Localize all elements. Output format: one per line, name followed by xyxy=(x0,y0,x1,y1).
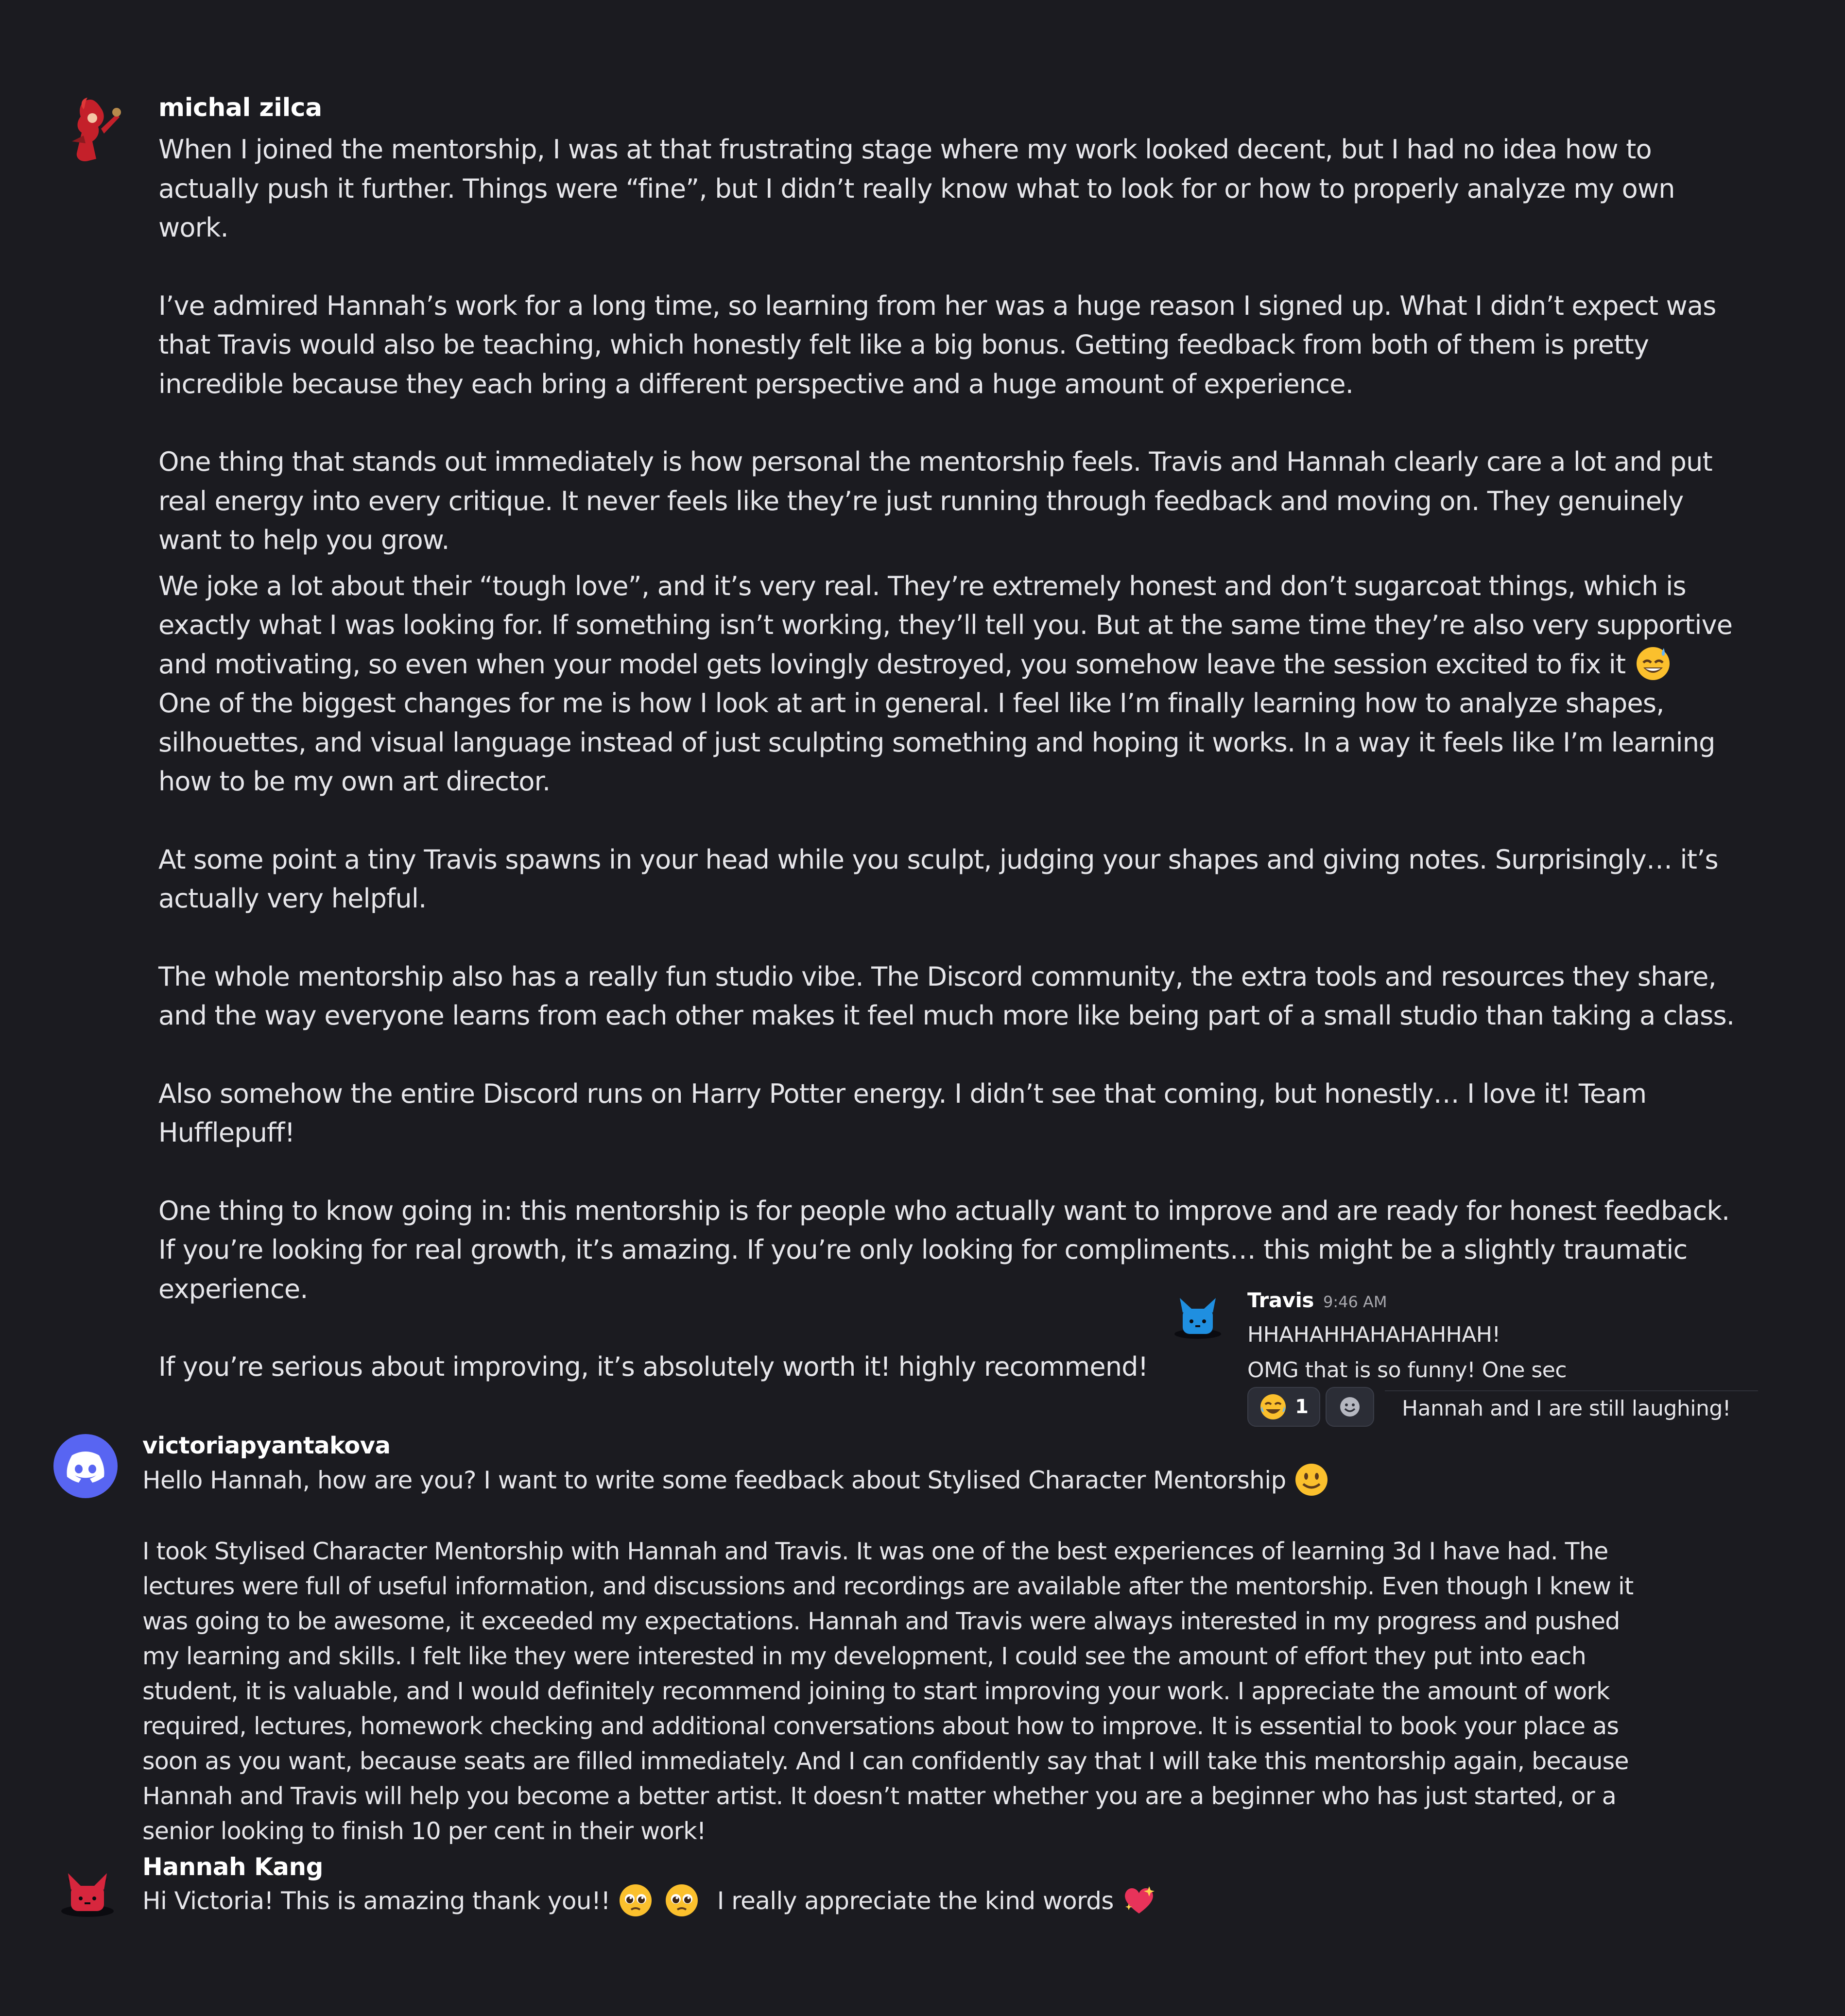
victoria-body: I took Stylised Character Mentorship with Hannah and Travis. It was one of the best experiences of learning 3d I have had. The lectures were full of useful information, and discussions and recordings are available after the mentorship. Even though I knew it was going to be awesome, it exceeded my expectations. Hannah and Travis were always interested in my progress and pushed my learning and skills. I felt like they were interested in my development, I could see the amount of effort they put into each student, it is valuable, and I would definitely recommend joining to start improving your work. I appreciate the amount of work required, lectures, homework checking and additional conversations about how to improve. It is essential to book your place as soon as you want, because seats are filled immediately. And I can confidently say that I will take this mentorship again, because Hannah and Travis will help you become a better artist. It doesn’t matter whether you are a beginner who has just started, or a senior looking to finish 10 per cent in their work! xyxy=(142,1538,1634,1845)
message-timestamp: 9:46 AM xyxy=(1323,1293,1387,1311)
paragraph: One of the biggest changes for me is how I look at art in general. I feel like I’m finally learning how to analyze shapes, silhouettes, and visual language instead of just sculpting something and hoping it works. In a way it feels like I’m learning how to be my own art director. xyxy=(158,688,1715,797)
hannah-text-start: Hi Victoria! This is amazing thank you!! xyxy=(142,1887,610,1915)
travis-header xyxy=(1247,1288,1387,1312)
smile-emoji-icon xyxy=(1293,1462,1329,1498)
paragraph: If you’re serious about improving, it’s absolutely worth it! highly recommend! xyxy=(158,1351,1148,1382)
avatar-victoria[interactable] xyxy=(53,1434,118,1498)
add-reaction-icon xyxy=(1339,1396,1361,1418)
pleading-face-emoji-icon xyxy=(664,1882,700,1918)
paragraph: At some point a tiny Travis spawns in your head while you sculpt, judging your shapes and giving notes. Surprisingly… it’s actually very helpful. xyxy=(158,844,1718,914)
discord-logo-avatar-icon xyxy=(53,1434,118,1498)
hannah-text xyxy=(142,1887,1157,1918)
paragraph: One thing to know going in: this mentorship is for people who actually want to improve and are ready for honest feedback. If you’re looking for real growth, it’s amazing. If you’re only looking for compliments… this might be a slightly traumatic experience. xyxy=(158,1195,1730,1304)
add-reaction-button[interactable] xyxy=(1326,1387,1374,1427)
message-victoria xyxy=(0,1423,1845,1845)
reply-text: Hannah and I are still laughing! xyxy=(1402,1396,1731,1421)
username-hannah[interactable]: Hannah Kang xyxy=(142,1853,323,1881)
paragraph: Also somehow the entire Discord runs on Harry Potter energy. I didn’t see that coming, but honestly… I love it! Team Hufflepuff! xyxy=(158,1078,1647,1148)
avatar-hannah[interactable] xyxy=(57,1861,118,1921)
hannah-text-end: I really appreciate the kind words xyxy=(717,1887,1114,1915)
message-hannah xyxy=(0,1846,1845,1943)
victoria-first-line-text: Hello Hannah, how are you? I want to write some feedback about Stylised Character Mentorship xyxy=(142,1466,1286,1494)
red-cat-avatar-icon xyxy=(57,1861,118,1921)
message-travis xyxy=(1156,1278,1788,1433)
message-body-michal xyxy=(158,130,1747,1387)
sweat-smile-emoji-icon xyxy=(1634,643,1673,682)
victoria-first-line xyxy=(142,1466,1329,1498)
red-character-avatar-icon xyxy=(62,95,125,168)
paragraph: I’ve admired Hannah’s work for a long time, so learning from her was a huge reason I signed up. What I didn’t expect was that Travis would also be teaching, which honestly felt like a big bonus. Getting feedback from both of them is pretty incredible because they each bring a different perspective and a huge amount of experience. xyxy=(158,290,1716,399)
paragraph: When I joined the mentorship, I was at that frustrating stage where my work looked decent, but I had no idea how to actually push it further. Things were “fine”, but I didn’t really know what to look for or how to properly analyze my own work. xyxy=(158,134,1675,243)
reaction-joy[interactable] xyxy=(1247,1387,1320,1427)
avatar-travis[interactable] xyxy=(1171,1287,1224,1341)
paragraph: The whole mentorship also has a really fun studio vibe. The Discord community, the extra tools and resources they share, and the way everyone learns from each other makes it feel much more like being part of a small studio than taking a class. xyxy=(158,961,1735,1031)
paragraph-text: We joke a lot about their “tough love”, and it’s very real. They’re extremely honest and don’t sugarcoat things, which is exactly what I was looking for. If something isn’t working, they’ll tell you. But at the same time they’re also very supportive and motivating, so even when your model gets lovingly destroyed, you somehow leave the session excited to fix it xyxy=(158,570,1733,680)
reaction-count: 1 xyxy=(1295,1396,1309,1418)
avatar-michal[interactable] xyxy=(62,95,125,168)
pleading-face-emoji-icon xyxy=(618,1882,654,1918)
paragraph: One thing that stands out immediately is how personal the mentorship feels. Travis and Hannah clearly care a lot and put real energy into every critique. It never feels like they’re just running through feedback and moving on. They genuinely want to help you grow. xyxy=(158,446,1712,555)
blue-cat-avatar-icon xyxy=(1171,1287,1224,1341)
joy-emoji-icon xyxy=(1259,1393,1287,1421)
username-michal[interactable]: michal zilca xyxy=(158,93,322,122)
username-victoria[interactable]: victoriapyantakova xyxy=(142,1432,391,1459)
travis-line-2: OMG that is so funny! One sec xyxy=(1247,1358,1567,1383)
paragraph xyxy=(158,567,1747,684)
sparkling-heart-emoji-icon xyxy=(1121,1882,1157,1918)
reply-line xyxy=(1385,1390,1758,1391)
username-travis[interactable]: Travis xyxy=(1247,1288,1314,1312)
travis-line-1: HHAHAHHAHAHAHHAH! xyxy=(1247,1322,1500,1347)
